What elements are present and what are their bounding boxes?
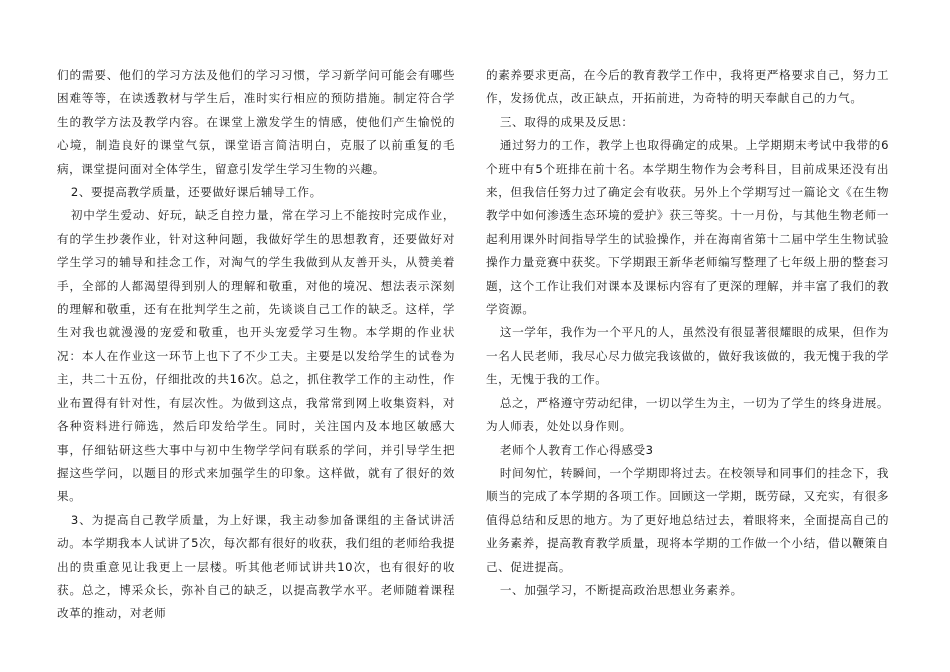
paragraph: 初中学生爱动、好玩，缺乏自控力量，常在学习上不能按时完成作业，有的学生抄袭作业，针对这种问题，我做好学生的思想教育，还要做好对学生学习的辅导和挂念工作，对淘气的学生我做到从友善开头，从赞美着手，全部的人都渴望得到别人的理解和敬重，对他的境况、想法表示深刻的理解和敬重，还有在批判学生之前，先谈谈自己工作的缺乏。这样，学生对我也就漫漫的宠爱和敬重，也开头宠爱学习生物。本学期的作业状况：本人在作业这一环节上也下了不少工夫。主要是以发给学生的试卷为主，共二十五份，仔细批改的共16次。总之，抓住教学工作的主动性，作业布置得有针对性，有层次性。为做到这点，我常常到网上收集资料，对各种资料进行筛选，然后印发给学生。同时，关注国内及本地区敏感大事，仔细钻研这些大事中与初中生物学学问有联系的学问，并引导学生把握这些学问，以题目的形式来加强学生的印象。这样做，就有了很好的效果。 (57, 208, 455, 504)
paragraph: 一、加强学习，不断提高政治思想业务素养。 (499, 582, 743, 597)
paragraph: 时间匆忙，转瞬间，一个学期即将过去。在校领导和同事们的挂念下，我顺当的完成了本学期的各项工作。回顾这一学期，既劳碌，又充实，有很多值得总结和反思的地方。为了更好地总结过去，着眼将来，全面提高自己的业务素养，提高教育教学质量，现将本学期的工作做一个小结，借以鞭策自己、促进提高。 (486, 465, 889, 574)
paragraph: 2、要提高教学质量，还要做好课后辅导工作。 (70, 185, 322, 200)
left-column (57, 64, 455, 626)
paragraph: 三、取得的成果及反思： (499, 114, 634, 129)
paragraph: 总之，严格遵守劳动纪律，一切以学生为主，一切为了学生的终身进展。为人师表，处处以身作则。 (486, 395, 889, 434)
right-column (486, 64, 889, 602)
paragraph: 们的需要、他们的学习方法及他们的学习习惯，学习新学问可能会有哪些困难等等，在读透教材与学生后，准时实行相应的预防措施。制定符合学生的教学方法及教学内容。在课堂上激发学生的情感，使他们产生愉悦的心境，制造良好的课堂气氛，课堂语言简洁明白，克服了以前重复的毛病，课堂提问面对全体学生，留意引发学生学习生物的兴趣。 (57, 68, 455, 176)
paragraph: 通过努力的工作，教学上也取得确定的成果。上学期期末考试中我带的6个班中有5个班排在前十名。本学期生物作为会考科目，目前成果还没有出来，但我信任努力过了确定会有收获。另外上个学期写过一篇论文《在生物教学中如何渗透生态环境的爱护》获三等奖。十一月份，与其他生物老师一起利用课外时间指导学生的试验操作，并在海南省第十二届中学生生物试验操作力量竞赛中获奖。下学期跟王新华老师编写整理了七年级上册的整套习题，这个工作让我们对课本及课标内容有了更深的理解，并丰富了我们的教学资源。 (486, 138, 889, 317)
paragraph: 的素养要求更高，在今后的教育教学工作中，我将更严格要求自己，努力工作，发扬优点，改正缺点，开拓前进，为奇特的明天奉献自己的力气。 (486, 68, 889, 106)
paragraph: 这一学年，我作为一个平凡的人，虽然没有很显著很耀眼的成果，但作为一名人民老师，我尽心尽力做完我该做的，做好我该做的，我无愧于我的学生，无愧于我的工作。 (486, 325, 889, 387)
paragraph: 3、为提高自己教学质量，为上好课，我主动参加备课组的主备试讲活动。本学期我本人试讲了5次，每次都有很好的收获，我们组的老师给我提出的贵重意见让我更上一层楼。听其他老师试讲共10次，也有很好的收获。总之，博采众长，弥补自己的缺乏，以提高教学水平。老师随着课程改革的推动，对老师 (57, 512, 455, 621)
paragraph: 老师个人教育工作心得感受3 (499, 442, 654, 457)
